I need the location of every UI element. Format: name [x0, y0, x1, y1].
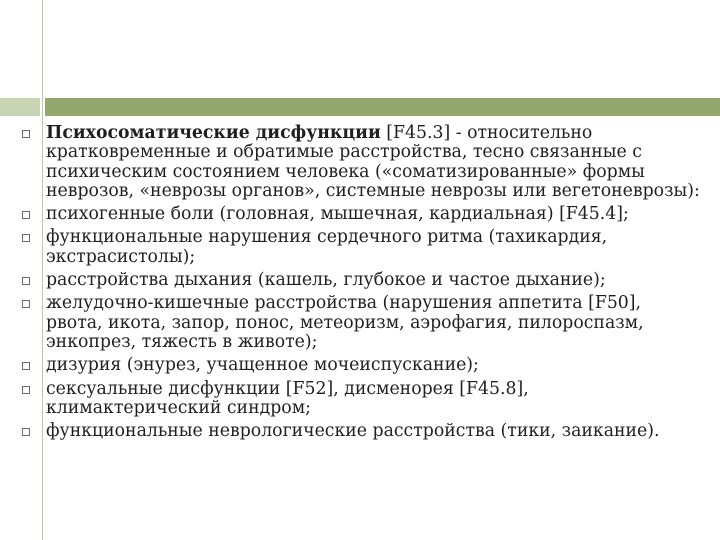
list-item	[22, 124, 702, 201]
list-item	[22, 228, 702, 267]
square-bullet-icon	[22, 277, 30, 285]
item-text: [F45.3] - относительно кратковременные и обратимые расстройства, тесно связанные с психическим состоянием человека («соматизированные» формы неврозов, «неврозы органов», системные неврозы или вегетоневрозы):	[46, 123, 700, 201]
square-bullet-icon	[22, 130, 30, 138]
item-text: желудочно-кишечные расстройства (нарушения аппетита [F50], рвота, икота, запор, понос, метеоризм, аэрофагия, пилороспазм, энкопрез, тяжесть в животе);	[46, 293, 644, 352]
item-text: расстройства дыхания (кашель, глубокое и частое дыхание);	[46, 270, 606, 291]
header-accent-bar	[45, 98, 720, 116]
list-item	[22, 380, 702, 419]
item-text: сексуальные дисфункции [F52], дисменорея [F45.8], климактерический синдром;	[46, 378, 529, 418]
list-item	[22, 422, 702, 441]
list-item	[22, 271, 702, 290]
square-bullet-icon	[22, 234, 30, 242]
list-item	[22, 356, 702, 375]
square-bullet-icon	[22, 362, 30, 370]
item-text: дизурия (энурез, учащенное мочеиспускание);	[46, 355, 479, 376]
item-lead-text: Психосоматические дисфункции	[46, 123, 381, 143]
square-bullet-icon	[22, 211, 30, 219]
item-text: функциональные нарушения сердечного ритма (тахикардия, экстрасистолы);	[46, 227, 608, 267]
list-item	[22, 294, 702, 352]
item-text: функциональные неврологические расстройства (тики, заикание).	[46, 421, 660, 442]
list-item	[22, 205, 702, 224]
square-bullet-icon	[22, 428, 30, 436]
square-bullet-icon	[22, 300, 30, 308]
header-accent-bar-small	[0, 98, 40, 116]
item-text: психогенные боли (головная, мышечная, кардиальная) [F45.4];	[46, 204, 629, 225]
square-bullet-icon	[22, 386, 30, 394]
bullet-list	[22, 124, 702, 445]
